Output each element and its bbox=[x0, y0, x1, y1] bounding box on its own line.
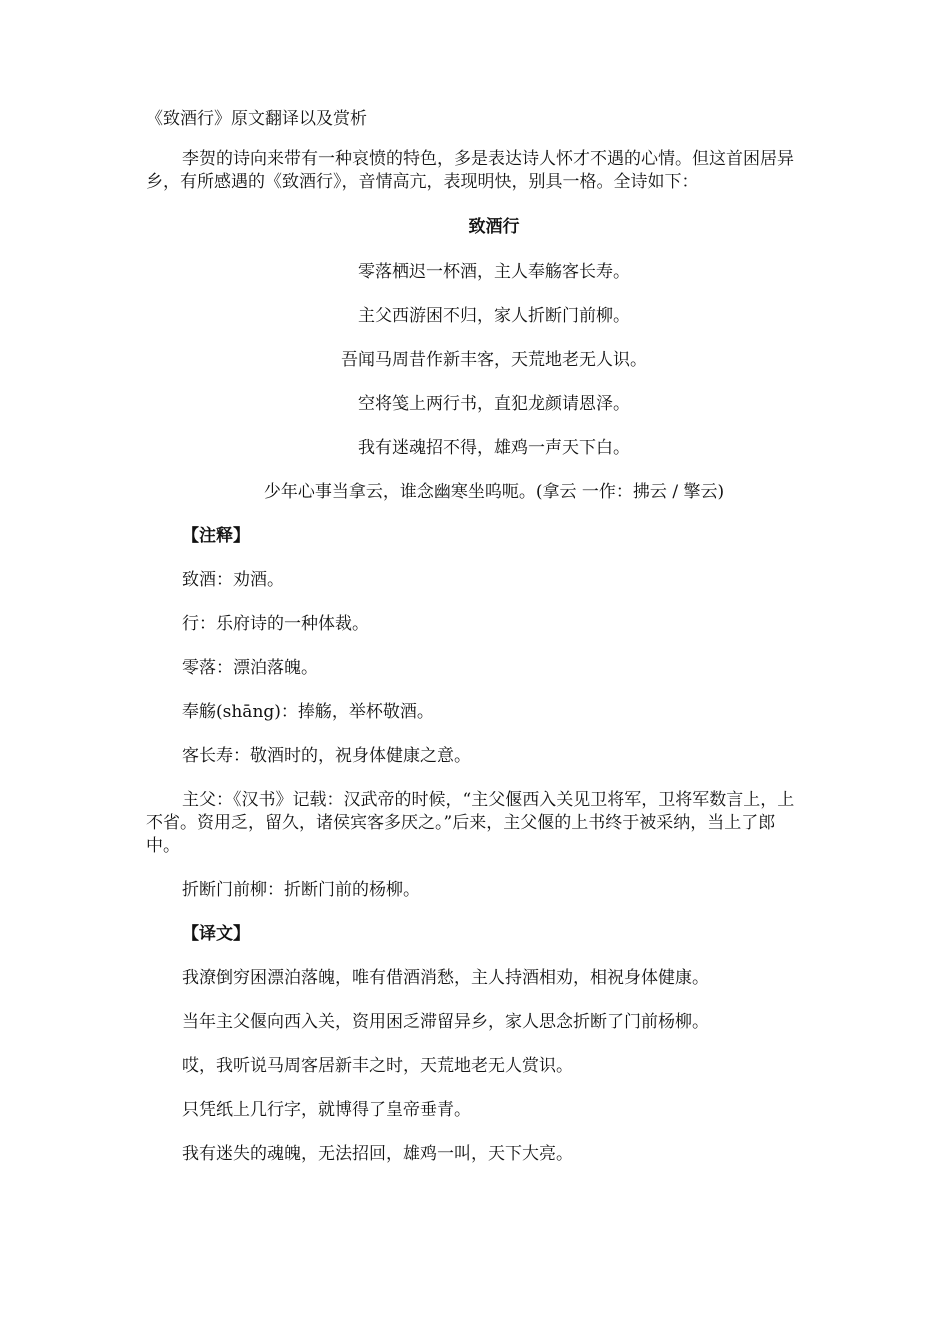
note-item: 致酒：劝酒。 bbox=[182, 570, 284, 590]
translation-line: 当年主父偃向西入关，资用困乏滞留异乡，家人思念折断了门前杨柳。 bbox=[182, 1012, 709, 1032]
translation-line: 哎，我听说马周客居新丰之时，天荒地老无人赏识。 bbox=[182, 1056, 573, 1076]
document-title: 《致酒行》原文翻译以及赏析 bbox=[146, 109, 367, 129]
note-item: 零落：漂泊落魄。 bbox=[182, 658, 318, 678]
poem-line: 我有迷魂招不得，雄鸡一声天下白。 bbox=[358, 438, 630, 458]
translation-heading: 【译文】 bbox=[182, 924, 250, 944]
poem-line: 主父西游困不归，家人折断门前柳。 bbox=[358, 306, 630, 326]
note-item: 客长寿：敬酒时的，祝身体健康之意。 bbox=[182, 746, 471, 766]
intro-paragraph: 李贺的诗向来带有一种哀愤的特色，多是表达诗人怀才不遇的心情。但这首困居异乡，有所感遇的《致酒行》，音情高亢，表现明快，别具一格。全诗如下： bbox=[146, 149, 794, 192]
note-item: 折断门前柳：折断门前的杨柳。 bbox=[182, 880, 420, 900]
translation-line: 我潦倒穷困漂泊落魄，唯有借酒消愁，主人持酒相劝，相祝身体健康。 bbox=[182, 968, 709, 988]
translation-line: 我有迷失的魂魄，无法招回，雄鸡一叫，天下大亮。 bbox=[182, 1144, 573, 1164]
document-page bbox=[146, 108, 806, 1187]
translation-line: 只凭纸上几行字，就博得了皇帝垂青。 bbox=[182, 1100, 471, 1120]
notes-heading: 【注释】 bbox=[182, 526, 250, 546]
poem-title: 致酒行 bbox=[468, 217, 520, 237]
note-item: 奉觞(shāng)：捧觞，举杯敬酒。 bbox=[182, 702, 434, 722]
note-item-long: 主父：《汉书》记载：汉武帝的时候，“主父偃西入关见卫将军，卫将军数言上，上不省。资用乏，留久，诸侯宾客多厌之。”后来，主父偃的上书终于被采纳，当上了郎中。 bbox=[146, 790, 795, 856]
poem-line: 零落栖迟一杯酒，主人奉觞客长寿。 bbox=[358, 262, 630, 282]
note-item: 行：乐府诗的一种体裁。 bbox=[182, 614, 369, 634]
poem-line: 空将笺上两行书，直犯龙颜请恩泽。 bbox=[358, 394, 630, 414]
poem-line: 吾闻马周昔作新丰客，天荒地老无人识。 bbox=[341, 350, 647, 370]
poem-line: 少年心事当拿云，谁念幽寒坐呜呃。(拿云 一作：拂云 / 擎云) bbox=[263, 482, 725, 502]
